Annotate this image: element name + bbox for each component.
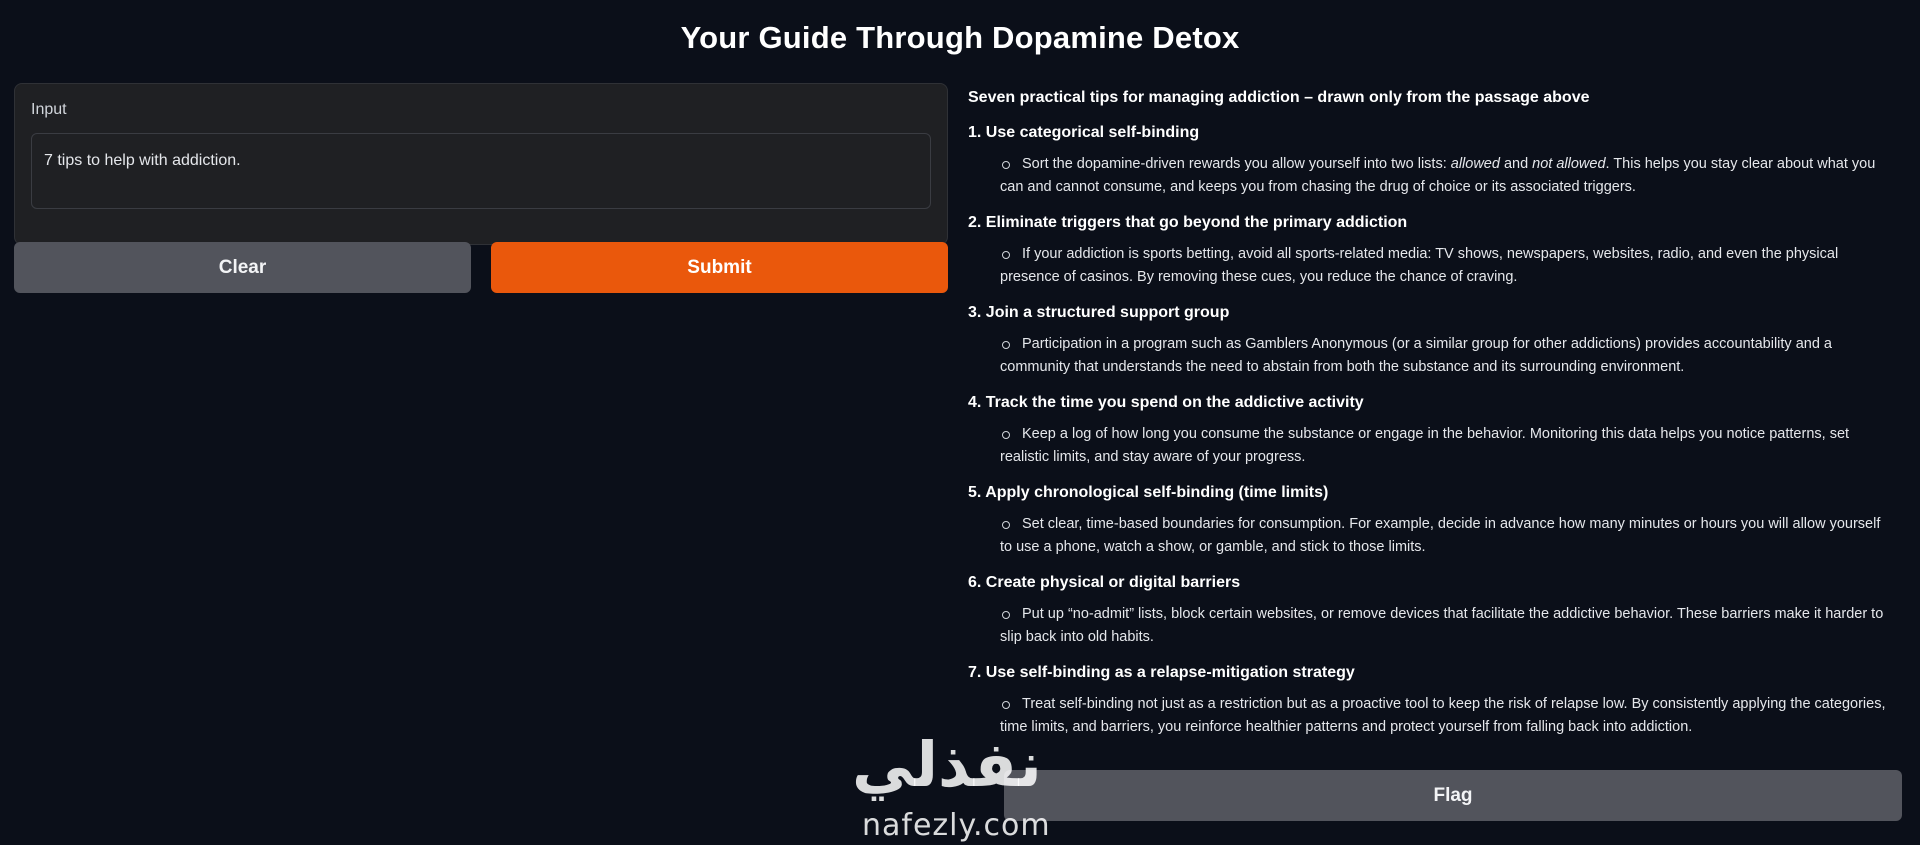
- tip-title: 6. Create physical or digital barriers: [968, 574, 1241, 591]
- tip-body: Set clear, time-based boundaries for consumption. For example, decide in advance how many minutes or hours you will allow yourself to use a phone, watch a show, or gamble, and stick to those limits.: [968, 513, 1888, 559]
- tip-title: 5. Apply chronological self-binding (time limits): [968, 484, 1329, 501]
- tip-item: [968, 481, 1888, 559]
- tip-title: 3. Join a structured support group: [968, 304, 1230, 321]
- flag-button[interactable]: Flag: [1004, 770, 1902, 821]
- page-title: Your Guide Through Dopamine Detox: [680, 20, 1240, 55]
- tip-title: 1. Use categorical self-binding: [968, 124, 1200, 141]
- submit-button[interactable]: Submit: [491, 242, 948, 293]
- output-heading: Seven practical tips for managing addiction – drawn only from the passage above: [968, 89, 1590, 106]
- tip-body: Put up “no-admit” lists, block certain websites, or remove devices that facilitate the addictive behavior. These barriers make it harder to slip back into old habits.: [968, 603, 1888, 649]
- tip-title: 2. Eliminate triggers that go beyond the primary addiction: [968, 214, 1408, 231]
- tip-item: [968, 391, 1888, 469]
- tip-item: [968, 301, 1888, 379]
- input-textarea[interactable]: 7 tips to help with addiction.: [31, 133, 931, 209]
- tip-item: [968, 661, 1888, 739]
- tip-body: If your addiction is sports betting, avoid all sports-related media: TV shows, newspapers, websites, radio, and even the physical presence of casinos. By removing these cues, you reduce the chance of craving.: [968, 243, 1888, 289]
- clear-button[interactable]: Clear: [14, 242, 471, 293]
- output-panel: [968, 86, 1888, 751]
- watermark-logo-arabic: نفذلي: [852, 728, 1042, 801]
- input-label: Input: [31, 101, 67, 118]
- tip-body: Sort the dopamine-driven rewards you allow yourself into two lists: allowed and not allowed. This helps you stay clear about what you can and cannot consume, and keeps you from chasing the drug of choice or its associated triggers.: [968, 153, 1888, 199]
- input-panel: [14, 83, 948, 245]
- tip-item: [968, 121, 1888, 199]
- tip-body: Participation in a program such as Gamblers Anonymous (or a similar group for other addictions) provides accountability and a community that understands the need to abstain from both the substance and its surrounding environment.: [968, 333, 1888, 379]
- tip-item: [968, 211, 1888, 289]
- tip-body: Treat self-binding not just as a restriction but as a proactive tool to keep the risk of relapse low. By consistently applying the categories, time limits, and barriers, you reinforce healthier patterns and protect yourself from falling back into addiction.: [968, 693, 1888, 739]
- watermark-logo-latin: nafezly.com: [862, 808, 1051, 843]
- tip-body: Keep a log of how long you consume the substance or engage in the behavior. Monitoring this data helps you notice patterns, set realistic limits, and stay aware of your progress.: [968, 423, 1888, 469]
- tip-title: 7. Use self-binding as a relapse-mitigation strategy: [968, 664, 1355, 681]
- tip-title: 4. Track the time you spend on the addictive activity: [968, 394, 1364, 411]
- tip-item: [968, 571, 1888, 649]
